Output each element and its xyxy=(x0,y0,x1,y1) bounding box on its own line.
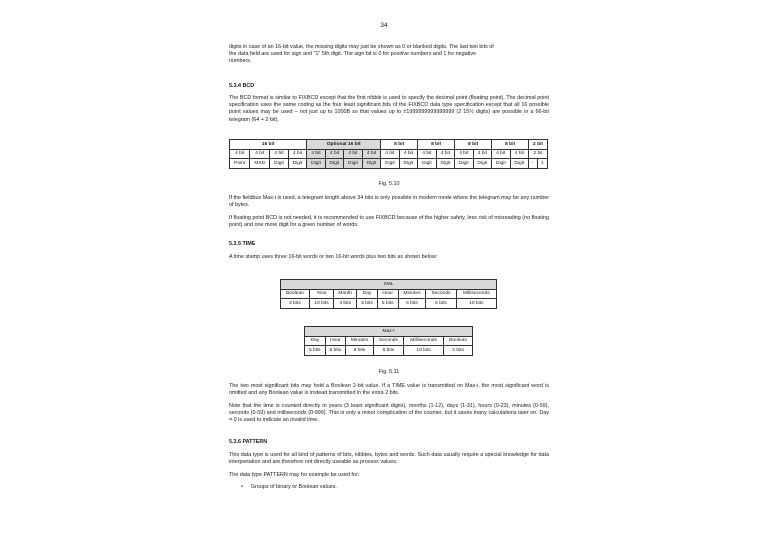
bcd-bits-cell: 4 bit xyxy=(473,149,491,159)
bcd-field-cell: Digit xyxy=(307,159,325,169)
bcd-group-cell: 2 bit xyxy=(529,140,548,150)
heading-pattern: 5.3.6 PATTERN xyxy=(229,439,268,445)
maxi-header-cell: Day xyxy=(305,336,326,346)
heading-time: 5.3.5 TIME xyxy=(229,241,256,247)
maxi-bits-cell: 10 bits xyxy=(404,346,444,356)
xml-bits-cell: 10 bits xyxy=(456,299,496,309)
bcd-bits-cell: 4 bit xyxy=(288,149,306,159)
maxi-header-cell: Seconds xyxy=(373,336,403,346)
bcd-group-cell: Optional 16 bit xyxy=(307,140,381,150)
maxi-bits-cell: 6 bits xyxy=(373,346,403,356)
bcd-bits-cell: 4 bit xyxy=(325,149,343,159)
intro-line-2: the data field are used for sign and "1" 5th digit. The sign bit is 0 for positive numbers and 1 for negative xyxy=(229,51,477,58)
maxi-table xyxy=(304,326,473,356)
xml-header-cell: Boolean xyxy=(281,289,310,299)
xml-header-cell: Minutes xyxy=(398,289,426,299)
bcd-bits-cell: 4 bit xyxy=(510,149,528,159)
bcd-field-cell: Digit xyxy=(270,159,288,169)
bcd-bits-cell: 4 bit xyxy=(399,149,417,159)
maxi-header-cell: Minutes xyxy=(346,336,374,346)
xml-table-wrapper xyxy=(280,279,497,309)
bcd-bits-cell: 4 bit xyxy=(381,149,399,159)
xml-header-cell: Year xyxy=(309,289,333,299)
xml-bits-cell: 5 bits xyxy=(357,299,378,309)
xml-header-cell: Hour xyxy=(377,289,398,299)
xml-header-cell: Seconds xyxy=(426,289,456,299)
bcd-bits-cell: 4 bit xyxy=(492,149,510,159)
bcd-field-cell: Digit xyxy=(344,159,362,169)
bcd-bits-cell: 4 bit xyxy=(270,149,288,159)
xml-header-cell: Day xyxy=(357,289,378,299)
bcd-bits-cell: 4 bit xyxy=(250,149,270,159)
bcd-paragraph: The BCD format is similar to FIXBCD except that the first nibble is used to specify the decimal point (floating point). The decimal point specification uses the same coding as the four least significant bits of the FIXBCD data type specification except that all 16 possible point values may be used – not just up to 1000B so that values up to ±1999999999999999 (2 15½ digits) are possible in a 66-bit telegram (64 + 2 bit). xyxy=(229,95,549,123)
pattern-usage-paragraph: The data type PATTERN may for example be used for: xyxy=(229,472,360,478)
page-number: 34 xyxy=(380,22,388,29)
maxi-bits-cell: 5 bits xyxy=(305,346,326,356)
intro-line-1: digits in case of an 16-bit value, the missing digits may just be shown as 0 or blanked digits. The last two bits of xyxy=(229,44,494,50)
maxi-header-cell: Boolean xyxy=(444,336,473,346)
maxi-header-cell: Hour xyxy=(325,336,346,346)
bcd-bits-cell: 4 bit xyxy=(418,149,436,159)
bcd-field-cell: MSD xyxy=(250,159,270,169)
maxi-header-cell: Milliseconds xyxy=(404,336,444,346)
pattern-paragraph: This data type is used for all kind of patterns of bits, nibbles, bytes and words. Such data usually require a special knowledge for data interpretation and are therefore not directly useable as process values. xyxy=(229,452,549,466)
bcd-field-cell: Digit xyxy=(288,159,306,169)
bcd-field-cell: Digit xyxy=(381,159,399,169)
bcd-field-cell: Digit xyxy=(455,159,473,169)
maxi-bits-row xyxy=(305,346,473,356)
figure-caption-5-11: Fig. 5.11 xyxy=(378,369,400,375)
maxi-header-row xyxy=(305,336,473,346)
bullet-item xyxy=(229,484,549,491)
bullet-mark: • xyxy=(241,484,243,490)
bcd-bits-cell: 4 bit xyxy=(307,149,325,159)
maxi-bits-cell: 6 bits xyxy=(346,346,374,356)
bcd-bits-cell: 4 bit xyxy=(436,149,454,159)
bcd-fields-row xyxy=(230,159,548,169)
bcd-group-cell: 8 bit xyxy=(381,140,418,150)
maxi-title-row xyxy=(305,327,473,337)
xml-bits-cell: 6 bits xyxy=(426,299,456,309)
bcd-field-cell: Point xyxy=(230,159,250,169)
intro-line-3: numbers. xyxy=(229,58,252,65)
bcd-bits-cell: 2 bit xyxy=(529,149,548,159)
bcd-field-cell: Digit xyxy=(362,159,380,169)
bcd-field-cell: 1 xyxy=(537,159,547,169)
bcd-field-cell: Digit xyxy=(492,159,510,169)
xml-bits-cell: 2 bits xyxy=(281,299,310,309)
intro-paragraph xyxy=(229,44,549,66)
bcd-table-wrapper xyxy=(229,139,548,169)
maxi-bits-cell: 2 bits xyxy=(444,346,473,356)
bcd-bits-cell: 4 bit xyxy=(455,149,473,159)
time-note-paragraph: Note that the time is counted directly in years (3 least significant digits), months (1-12), days (1-31), hours (0-23), minutes (0-59), seconds (0-59) and milliseconds (0-999). This is only a minor complication of the counter, but it saves many calculations later on. Day = 0 is used to indicate an invalid time. xyxy=(229,403,549,424)
bcd-group-cell: 8 bit xyxy=(492,140,529,150)
bcd-group-cell: 8 bit xyxy=(418,140,455,150)
bcd-bits-cell: 4 bit xyxy=(344,149,362,159)
bcd-field-cell: Digit xyxy=(399,159,417,169)
xml-header-cell: Milliseconds xyxy=(456,289,496,299)
bcd-field-cell: Digit xyxy=(473,159,491,169)
xml-bits-cell: 5 bits xyxy=(377,299,398,309)
floating-point-paragraph: If floating point BCD is not needed, it is recommended to use FIXBCD because of the higher safety, less risk of misreading (no floating point) and one more digit for a given number of words. xyxy=(229,215,549,229)
xml-table xyxy=(280,279,497,309)
bcd-group-cell: 8 bit xyxy=(455,140,492,150)
xml-bits-cell: 4 bits xyxy=(334,299,357,309)
xml-header-row xyxy=(281,289,497,299)
xml-bits-cell: 10 bits xyxy=(309,299,333,309)
bcd-field-cell: Digit xyxy=(325,159,343,169)
bcd-field-cell: Digit xyxy=(418,159,436,169)
xml-title: XML xyxy=(281,280,497,290)
bullet-text: Groups of binary or Boolean values. xyxy=(250,484,337,490)
bcd-field-cell: Digit xyxy=(436,159,454,169)
xml-header-cell: Month xyxy=(334,289,357,299)
maxi-title: Max-i xyxy=(305,327,473,337)
maxi-table-wrapper xyxy=(304,326,473,356)
xml-bits-row xyxy=(281,299,497,309)
fieldbus-paragraph: If the fieldbus Max-i is used, a telegram length above 34 bits is only possible in modem mode where the telegram may be any number of bytes. xyxy=(229,195,549,209)
bcd-bits-row xyxy=(230,149,548,159)
bcd-bits-cell: 4 bit xyxy=(230,149,250,159)
figure-caption-5-10: Fig. 5.10 xyxy=(378,181,400,187)
bcd-group-cell: 16 bit xyxy=(230,140,307,150)
xml-bits-cell: 6 bits xyxy=(398,299,426,309)
msb-paragraph: The two most significant bits may hold a Boolean 2-bit value. If a TIME value is transmitted on Max-i, the most significant word is omitted and any Boolean value is instead transmitted in the extra 2 bits. xyxy=(229,383,549,397)
xml-title-row xyxy=(281,280,497,290)
bcd-field-cell: - xyxy=(529,159,538,169)
time-paragraph: A time stamp uses three 16-bit words or two 16-bit words plus two bits as shown below: xyxy=(229,254,438,260)
heading-bcd: 5.3.4 BCD xyxy=(229,83,255,89)
maxi-bits-cell: 5 bits xyxy=(325,346,346,356)
bcd-bits-cell: 4 bit xyxy=(362,149,380,159)
bcd-table xyxy=(229,139,548,169)
bcd-field-cell: Digit xyxy=(510,159,528,169)
bcd-group-row xyxy=(230,140,548,150)
